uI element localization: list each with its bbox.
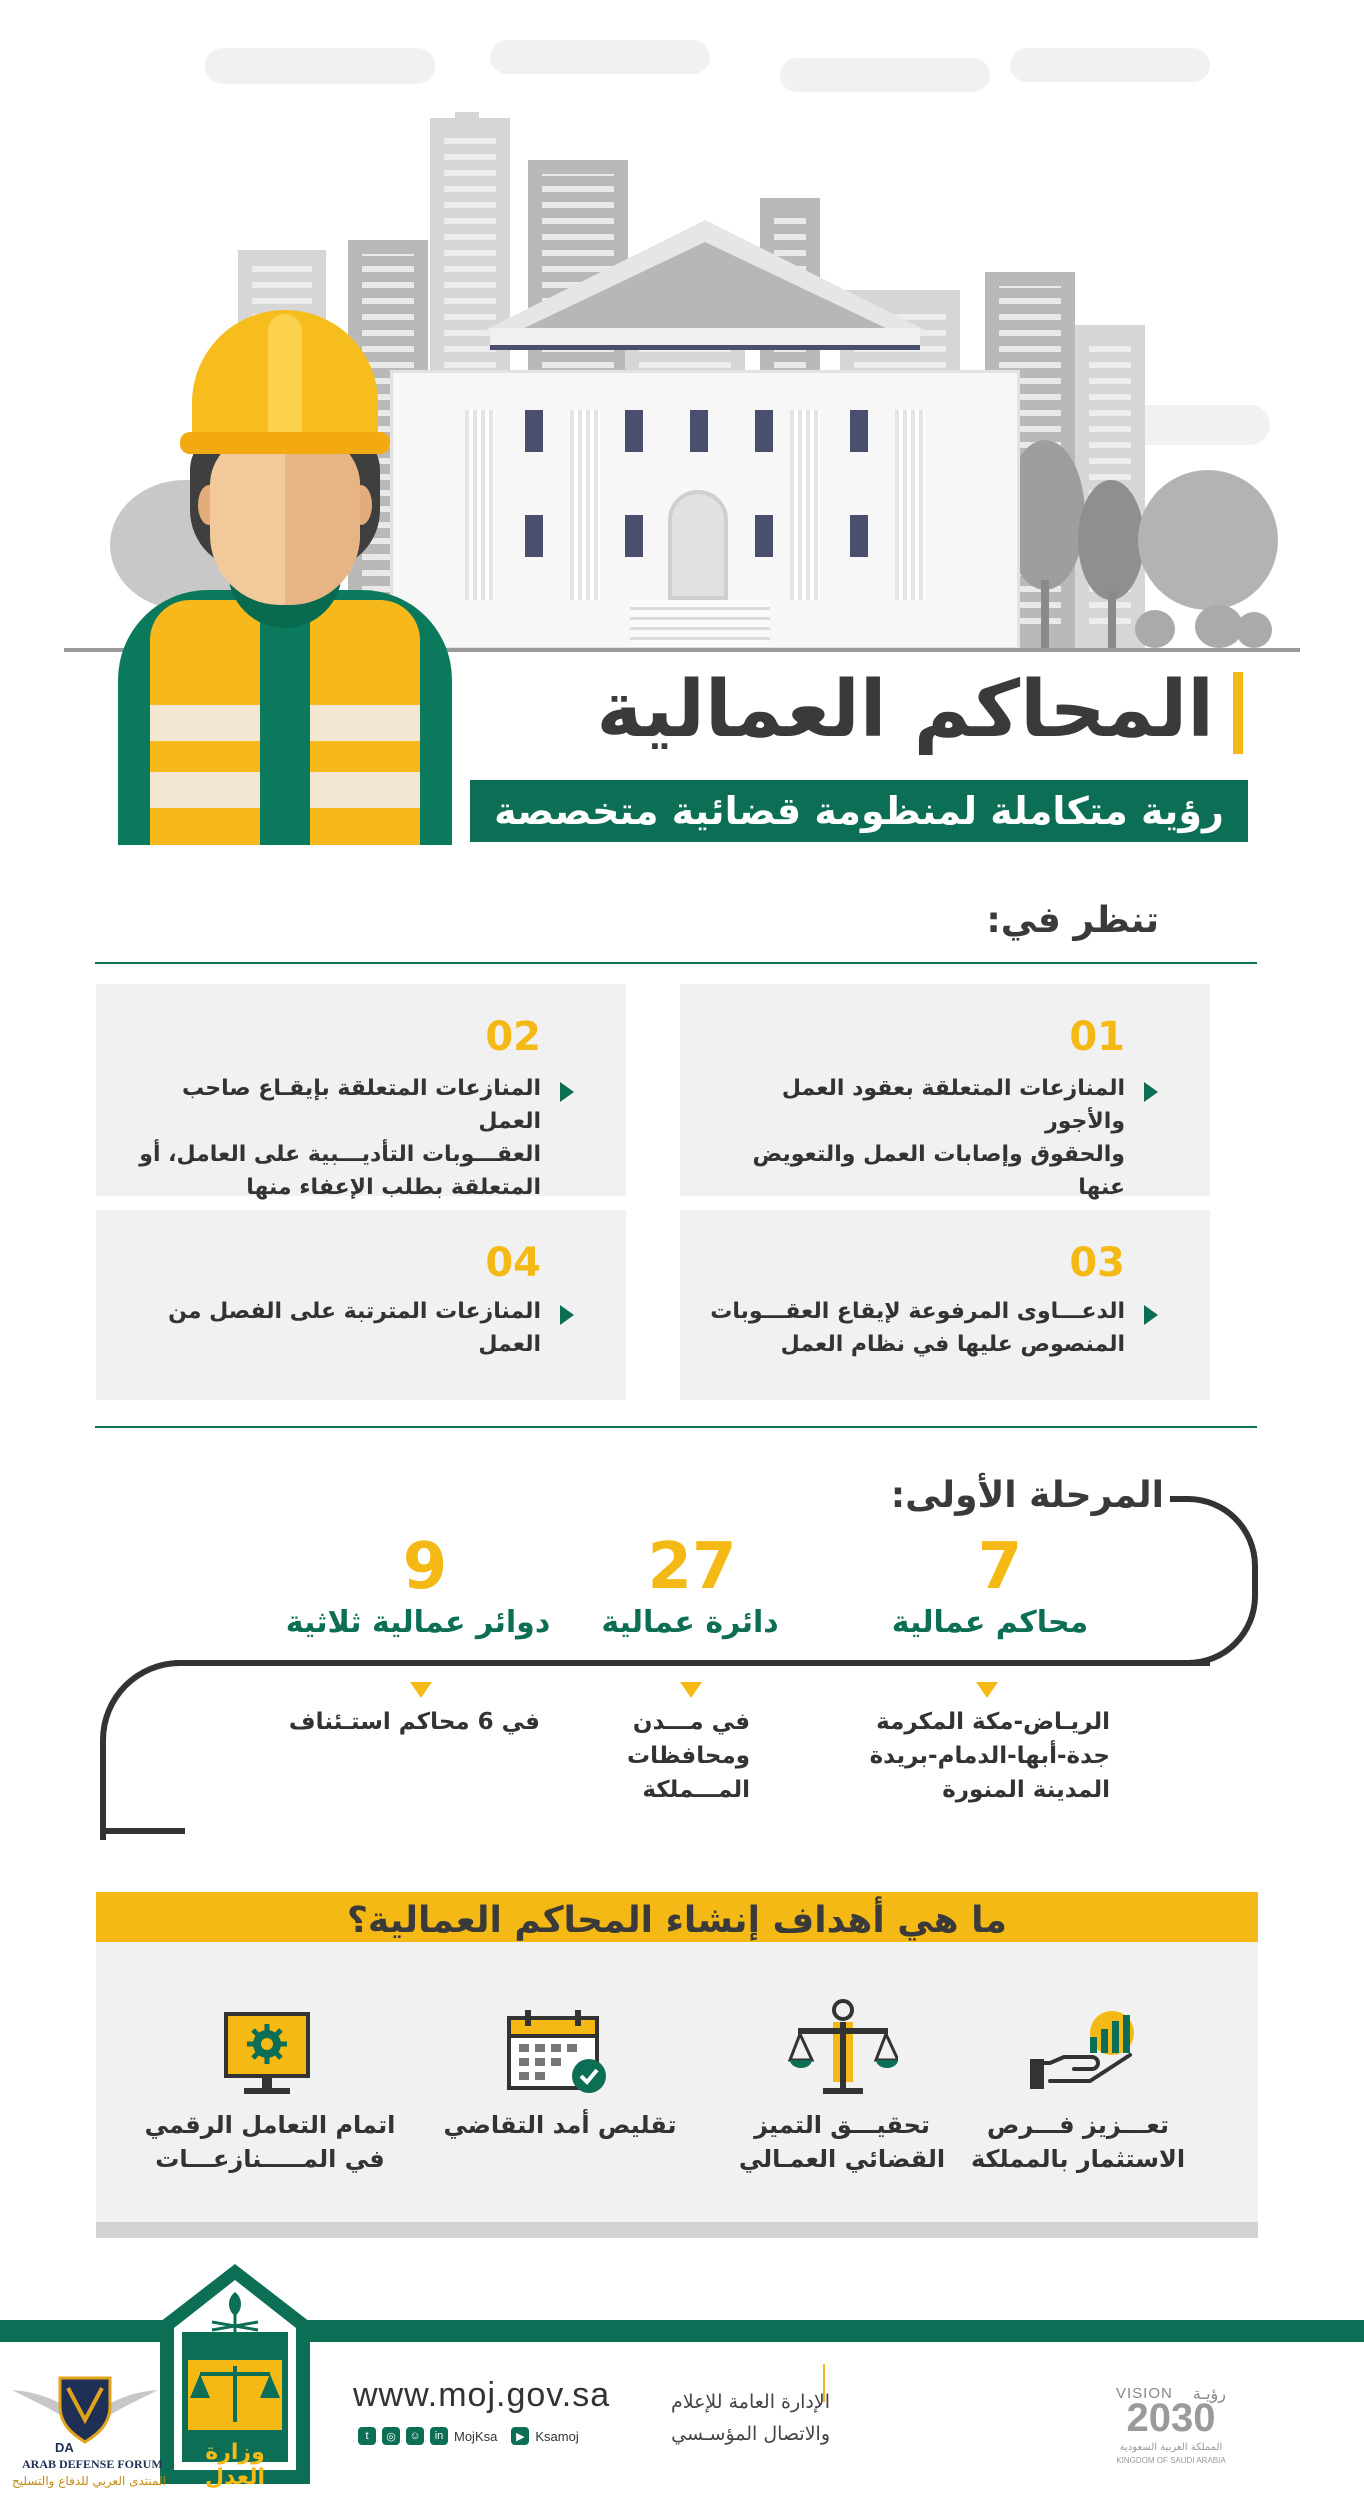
tree [1138,470,1278,610]
youtube-icon[interactable]: ▶ [511,2427,529,2445]
bush [1135,610,1175,648]
forum-abbr: DA [55,2440,74,2455]
card-text: المنازعات المتعلقة بعقود العمل والأجور والحقوق وإصابات العمل والتعويض عنها [752,1076,1125,1200]
cloud [490,40,710,74]
snapchat-icon[interactable]: ☺ [406,2427,424,2445]
jurisdiction-card-04 [96,1210,626,1400]
stat-label-tribunals: دوائر عمالية ثلاثية [285,1605,551,1640]
tree [1078,480,1144,600]
stat-value-tribunals: 9 [402,1530,448,1604]
stat-desc-circuits: في مـــدن ومحافظات المـــملكة [627,1709,750,1803]
vision-2030-logo: 2030 [1126,2396,1216,2440]
courthouse-building [390,220,1020,650]
card-number: 03 [1069,1240,1125,1286]
tree-trunk [1108,590,1116,648]
card-number: 02 [485,1014,541,1060]
cloud [780,58,990,92]
page-title: المحاكم العمالية [596,665,1214,755]
stat-label-courts: محاكم عمالية [891,1605,1089,1640]
vision-country-en: KINGDOM OF SAUDI ARABIA [1116,2456,1226,2465]
pointer-icon [410,1682,432,1698]
goal-label: تعـــزيز فـــرص الاستثمار بالمملكة [970,2111,1186,2173]
cloud [1010,48,1210,82]
calendar-check-icon [505,2008,615,2098]
divider [95,1426,1257,1428]
bullet-icon [560,1082,574,1102]
card-text: المنازعات المتعلقة بإيقـاع صاحب العمل العقـــوبات التأديـــبية على العامل، أو المتعلقة بطلب الإعفاء منها [139,1076,541,1200]
goals-heading: ما هي أهداف إنشاء المحاكم العمالية؟ [347,1900,1007,1941]
goal-label: اتمام التعامل الرقمي في المـــــنازعـــات [144,2111,396,2173]
instagram-icon[interactable]: ◎ [382,2427,400,2445]
department-name: الإدارة العامة للإعلام والاتصال المؤسـسي [670,2391,830,2445]
timeline-track [100,1828,185,1834]
social-links [358,2425,579,2447]
stat-desc-courts: الريـاض-مكة المكرمة جدة-أبها-الدمام-بريدة المدينة المنورة [869,1709,1110,1803]
youtube-handle[interactable]: Ksamoj [535,2428,579,2444]
arab-defense-forum-logo [10,2372,160,2464]
pointer-icon [976,1682,998,1698]
title-accent-bar [1233,672,1243,754]
bush [1236,612,1272,648]
twitter-icon[interactable]: t [358,2427,376,2445]
ministry-name: وزارة العدل [204,2440,266,2490]
jurisdiction-heading: تنظر في: [986,900,1159,941]
card-text: المنازعات المترتبة على الفصل من العمل [168,1299,541,1357]
card-number: 01 [1069,1014,1125,1060]
jurisdiction-card-03 [680,1210,1210,1400]
investment-growth-icon [1028,2005,1138,2095]
justice-scales-icon [788,1998,898,2098]
forum-name-en: ARAB DEFENSE FORUM [22,2457,163,2471]
goal-label: تحقيـــق التميز القضائي العمـالي [738,2111,946,2173]
timeline-track [175,1660,1210,1666]
goals-footer-band [96,2222,1258,2238]
cloud [205,48,435,84]
background-building [455,112,479,132]
bullet-icon [560,1305,574,1325]
linkedin-icon[interactable]: in [430,2427,448,2445]
website-url[interactable]: www.moj.gov.sa [353,2376,611,2414]
stat-value-courts: 7 [977,1530,1023,1604]
timeline-track [1170,1496,1258,1666]
timeline-track [100,1660,220,1840]
digital-monitor-icon [222,2010,312,2100]
page-subtitle: رؤية متكاملة لمنظومة قضائية متخصصة [470,780,1248,842]
phase-heading: المرحلة الأولى: [890,1475,1164,1516]
jurisdiction-card-01 [680,984,1210,1200]
pointer-icon [680,1682,702,1698]
card-number: 04 [485,1240,541,1286]
vision-label: VISION [1116,2385,1173,2402]
stat-value-circuits: 27 [647,1530,737,1604]
bullet-icon [1144,1305,1158,1325]
worker-illustration [110,310,460,845]
stat-label-circuits: دائرة عمالية [601,1605,779,1640]
social-handle[interactable]: MojKsa [454,2428,498,2444]
stat-desc-tribunals: في 6 محاكم استـئناف [288,1709,540,1735]
goal-label: تقليص أمد التقاضي [443,2111,677,2139]
bullet-icon [1144,1082,1158,1102]
vision-country-ar: المملكة العربية السعودية [1119,2442,1223,2453]
forum-name-ar: المنتدى العربي للدفاع والتسليح [12,2474,166,2488]
divider [95,962,1257,964]
tree-trunk [1041,580,1049,648]
card-text: الدعـــاوى المرفوعة لإيقاع العقـــوبات المنصوص عليها في نظام العمل [710,1299,1125,1357]
vision-label-ar: رؤيـة [1192,2384,1226,2403]
jurisdiction-card-02 [96,984,626,1200]
